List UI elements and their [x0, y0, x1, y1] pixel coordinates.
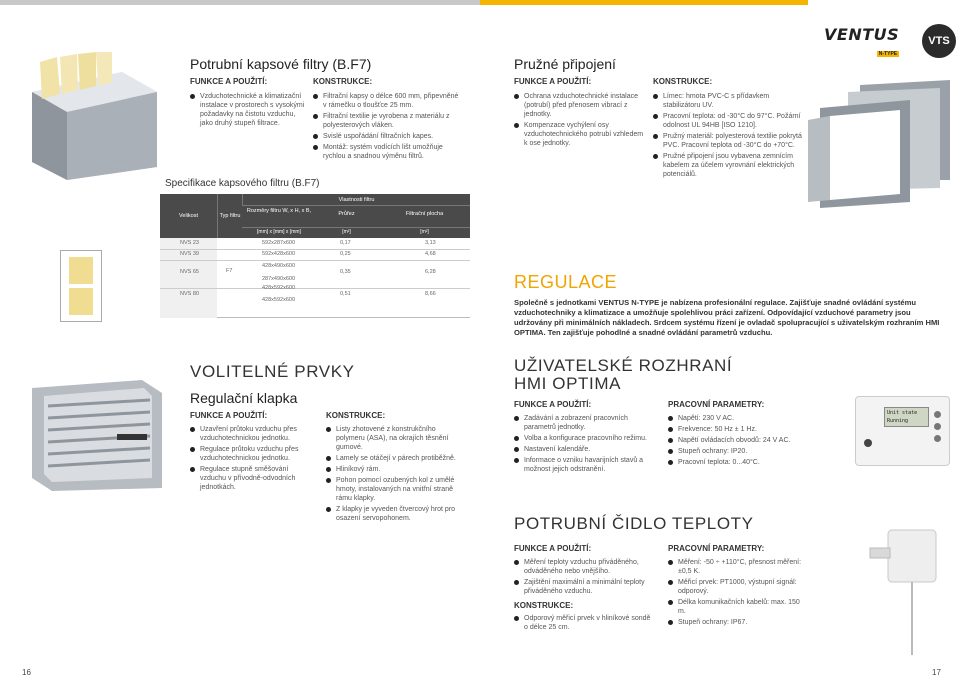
sensor-title: POTRUBNÍ ČIDLO TEPLOTY: [514, 514, 754, 533]
filters-use-heading: FUNKCE A POUŽITÍ:: [190, 77, 268, 86]
hmi-params-heading: PRACOVNÍ PARAMETRY:: [668, 400, 765, 409]
spec-title: Specifikace kapsového filtru (B.F7): [165, 178, 320, 189]
list-item: Volba a konfigurace pracovního režimu.: [514, 434, 654, 443]
sensor-use-heading: FUNKCE A POUŽITÍ:: [514, 544, 592, 553]
regulace-text: Společně s jednotkami VENTUS N-TYPE je nabízena profesionální regulace. Zajišťuje snadné ovládání systému vzduchotechniky a klimatizace a umožňuje spolehlivou práci zařízení. Odpovídající vzduchové parametry jsou udržovány při minimálních nákladech. Srdcem systému řízení je ovladač spolupracující s uživatelským rozhraním HMI OPTIMA. Ten zajišťuje pohodlné a snadné ovládání parametrů vzduchu.: [514, 298, 940, 337]
damper-construction-heading: KONSTRUKCE:: [326, 411, 386, 420]
list-item: Montáž: systém vodících lišt umožňuje rychlou a snadnou výměnu filtrů.: [313, 143, 463, 161]
list-item: Informace o vzniku havarijních stavů a možnost jejich odstranění.: [514, 456, 654, 474]
sensor-image: [858, 520, 948, 660]
top-bar-right: [480, 0, 808, 5]
list-item: Zajištění maximální a minimální teploty přiváděného vzduchu.: [514, 578, 654, 596]
col-size-header: Velikost: [179, 213, 198, 219]
list-item: Zadávání a zobrazení pracovních parametrů jednotky.: [514, 414, 654, 432]
list-item: Pružný materiál: polyesterová textilie pokrytá PVC. Pracovní teplota od -30°C do +70°C.: [653, 132, 803, 150]
list-item: Filtrační kapsy o délce 600 mm, připevněné v rámečku o tloušťce 25 mm.: [313, 92, 463, 110]
spec-table-header: [160, 194, 470, 238]
filter-layout-diagram: [60, 250, 102, 322]
spec-table-body: [160, 238, 470, 318]
list-item: Listy zhotovené z konstrukčního polymeru (ASA), na okrajích těsnění gumové.: [326, 425, 466, 452]
damper-construction-list: [326, 425, 466, 525]
hmi-display-line1: Unit state: [887, 410, 918, 416]
filter-type: F7: [226, 268, 233, 274]
optional-title: VOLITELNÉ PRVKY: [190, 362, 355, 381]
bag-filter-image: [12, 52, 162, 182]
ntype-badge: N-TYPE: [878, 51, 898, 57]
row-size: NVS 65: [180, 269, 199, 275]
size-column-bg: [160, 238, 217, 318]
unit-filter-area: [m²]: [420, 229, 429, 235]
row-divider: [160, 288, 470, 289]
hmi-button-icon: [934, 423, 941, 430]
row-size: NVS 39: [180, 251, 199, 257]
hmi-device-image: [855, 396, 950, 466]
list-item: Frekvence: 50 Hz ± 1 Hz.: [668, 425, 813, 434]
row-area: 0,51: [340, 291, 351, 297]
ventus-logo: [824, 25, 899, 60]
hmi-use-heading: FUNKCE A POUŽITÍ:: [514, 400, 592, 409]
row-divider: [160, 249, 470, 250]
row-divider: [160, 260, 470, 261]
list-item: Ochrana vzduchotechnické instalace (potrubí) před přenosem vibrací z jednotky.: [514, 92, 644, 119]
hmi-params-list: [668, 414, 813, 469]
filter-cell: [69, 257, 93, 284]
row-dims: 428x592x600: [262, 297, 296, 303]
list-item: Napětí: 230 V AC.: [668, 414, 813, 423]
flex-construction-heading: KONSTRUKCE:: [653, 77, 713, 86]
ventus-logo-text: VENTUS: [824, 25, 900, 44]
list-item: Měřicí prvek: PT1000, výstupní signál: odporový.: [668, 578, 808, 596]
hmi-use-list: [514, 414, 654, 476]
flex-title: Pružné připojení: [514, 56, 616, 72]
sensor-construction-heading: KONSTRUKCE:: [514, 601, 574, 610]
hmi-display-line2: Running: [887, 418, 909, 424]
list-item: Filtrační textilie je vyrobena z materiálu z polyesterových vláken.: [313, 112, 463, 130]
list-item: Odporový měřicí prvek v hliníkové sondě o délce 25 cm.: [514, 614, 654, 632]
damper-title: Regulační klapka: [190, 390, 298, 406]
row-dims: 592x428x600: [262, 251, 296, 257]
col-dims-header: Rozměry filtru W, x H, x B,: [246, 208, 312, 214]
list-item: Límec: hmota PVC-C s přídavkem stabilizátoru UV.: [653, 92, 803, 110]
list-item: Z klapky je vyveden čtvercový hrot pro osazení servopohonem.: [326, 505, 466, 523]
vts-logo: VTS: [922, 24, 956, 58]
list-item: Pružné připojení jsou vybavena zemnícím kabelem za účelem vyrovnání elektrických potenciálů.: [653, 152, 803, 179]
row-area: 0,35: [340, 269, 351, 275]
hmi-title-line1: UŽIVATELSKÉ ROZHRANÍ: [514, 356, 733, 375]
col-type-header: Typ filtru: [217, 194, 242, 238]
flex-connection-image: [800, 80, 950, 215]
row-dims: 592x287x600: [262, 240, 296, 246]
unit-dims: [mm] x [mm] x [mm]: [257, 229, 301, 235]
list-item: Vzduchotechnické a klimatizační instalace v prostorech s vysokými požadavky na čistotu vzduchu, jako druhý stupeň filtrace.: [190, 92, 310, 128]
top-bar-left: [0, 0, 480, 5]
page-number-left: 16: [22, 668, 31, 677]
list-item: Nastavení kalendáře.: [514, 445, 654, 454]
hmi-display: [884, 407, 929, 427]
sensor-params-heading: PRACOVNÍ PARAMETRY:: [668, 544, 765, 553]
filters-construction-list: [313, 92, 463, 163]
list-item: Napětí ovládacích obvodů: 24 V AC.: [668, 436, 813, 445]
list-item: Délka komunikačních kabelů: max. 150 m.: [668, 598, 808, 616]
list-item: Regulace stupně směšování vzduchu v přívodně-odvodních jednotkách.: [190, 465, 315, 492]
group-header: Vlastnosti filtru: [242, 194, 470, 206]
damper-image: [22, 378, 172, 493]
list-item: Stupeň ochrany: IP20.: [668, 447, 813, 456]
row-dims: 428x592x600: [262, 285, 296, 291]
filter-cell: [69, 288, 93, 315]
flex-construction-list: [653, 92, 803, 181]
flex-use-heading: FUNKCE A POUŽITÍ:: [514, 77, 592, 86]
list-item: Hliníkový rám.: [326, 465, 466, 474]
sensor-construction-list: [514, 614, 654, 634]
filters-title: Potrubní kapsové filtry (B.F7): [190, 56, 372, 72]
row-filter-area: 8,66: [425, 291, 436, 297]
col-area-header: Průřez: [338, 211, 355, 217]
flex-use-list: [514, 92, 644, 150]
filters-construction-heading: KONSTRUKCE:: [313, 77, 373, 86]
list-item: Pracovní teplota: 0...40°C.: [668, 458, 813, 467]
row-area: 0,17: [340, 240, 351, 246]
list-item: Měření teploty vzduchu přiváděného, odváděného nebo vnějšího.: [514, 558, 654, 576]
hmi-button-icon: [934, 435, 941, 442]
row-dims: 287x490x600: [262, 276, 296, 282]
row-filter-area: 6,28: [425, 269, 436, 275]
row-area: 0,25: [340, 251, 351, 257]
list-item: Stupeň ochrany: IP67.: [668, 618, 808, 627]
header-divider: [242, 227, 470, 228]
filters-use-list: [190, 92, 310, 130]
row-filter-area: 3,13: [425, 240, 436, 246]
list-item: Měření: -50 ÷ +110°C, přesnost měření: ±0,5 K.: [668, 558, 808, 576]
sensor-params-list: [668, 558, 808, 629]
damper-use-heading: FUNKCE A POUŽITÍ:: [190, 411, 268, 420]
list-item: Pohon pomocí ozubených kol z umělé hmoty, instalovaných na vnitřní straně rámu klapky.: [326, 476, 466, 503]
hmi-button-icon: [864, 439, 872, 447]
page-number-right: 17: [932, 668, 941, 677]
list-item: Pracovní teplota: od -30°C do 97°C. Požární odolnost UL 94HB [ISO 1210].: [653, 112, 803, 130]
row-size: NVS 23: [180, 240, 199, 246]
row-filter-area: 4,68: [425, 251, 436, 257]
row-dims: 428x490x600: [262, 263, 296, 269]
row-size: NVS 80: [180, 291, 199, 297]
list-item: Regulace průtoku vzduchu přes vzduchotechnickou jednotku.: [190, 445, 315, 463]
hmi-title-line2: HMI OPTIMA: [514, 374, 622, 393]
sensor-use-list: [514, 558, 654, 598]
list-item: Uzavření průtoku vzduchu přes vzduchotechnickou jednotku.: [190, 425, 315, 443]
hmi-button-icon: [934, 411, 941, 418]
regulace-title: REGULACE: [514, 272, 618, 292]
list-item: Lamely se otáčejí v párech protiběžně.: [326, 454, 466, 463]
damper-use-list: [190, 425, 315, 494]
col-filter-area-header: Filtrační plocha: [405, 211, 444, 217]
list-item: Kompenzace vychýlení osy vzduchotechnického potrubí vzhledem k ose jednotky.: [514, 121, 644, 148]
list-item: Svislé uspořádání filtračních kapes.: [313, 132, 463, 141]
unit-area: [m²]: [342, 229, 351, 235]
